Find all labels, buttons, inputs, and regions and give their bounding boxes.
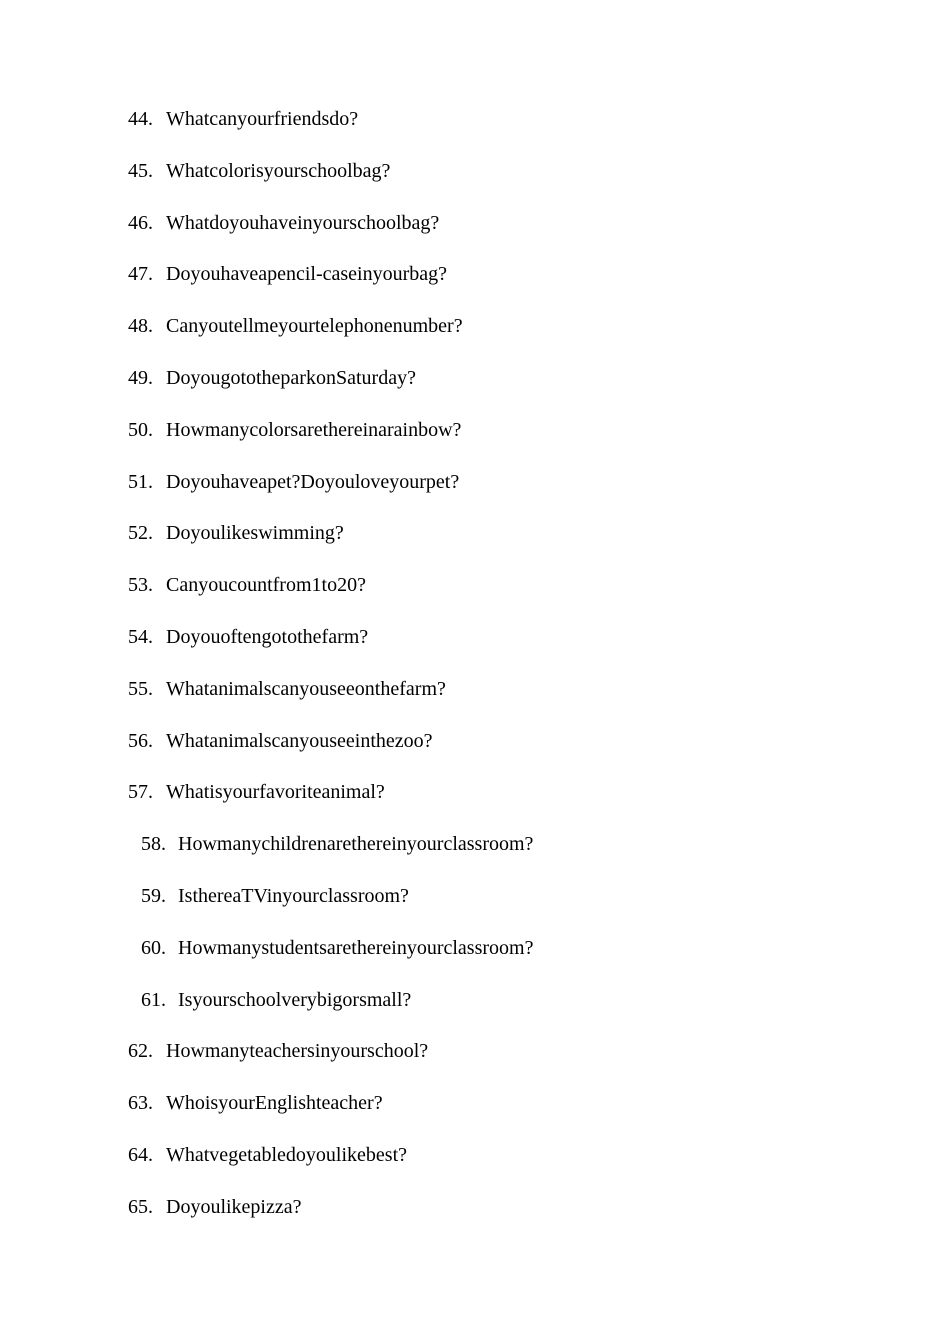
- question-number: 56.: [128, 729, 153, 752]
- question-text: Whatanimalscanyouseeonthefarm?: [166, 677, 446, 700]
- question-text: Isyourschoolverybigorsmall?: [178, 988, 412, 1011]
- question-number: 61.: [141, 988, 166, 1011]
- question-text: Whatvegetabledoyoulikebest?: [166, 1143, 408, 1166]
- question-number: 52.: [128, 522, 153, 545]
- question-text: Howmanyteachersinyourschool?: [166, 1040, 429, 1063]
- question-text: Doyoulikeswimming?: [166, 522, 344, 545]
- question-number: 47.: [128, 263, 153, 286]
- question-text: WhoisyourEnglishteacher?: [166, 1092, 383, 1115]
- question-number: 58.: [141, 833, 166, 856]
- question-text: Doyouoftengotothefarm?: [166, 625, 369, 648]
- question-number: 51.: [128, 470, 153, 493]
- question-number: 55.: [128, 677, 153, 700]
- question-text: IsthereaTVinyourclassroom?: [178, 884, 409, 907]
- question-number: 63.: [128, 1092, 153, 1115]
- question-text: Whatanimalscanyouseeinthezoo?: [166, 729, 433, 752]
- question-text: Whatdoyouhaveinyourschoolbag?: [166, 211, 440, 234]
- question-number: 46.: [128, 211, 153, 234]
- question-number: 64.: [128, 1143, 153, 1166]
- question-number: 60.: [141, 936, 166, 959]
- question-text: Canyoucountfrom1to20?: [166, 574, 366, 597]
- question-number: 65.: [128, 1195, 153, 1218]
- question-number: 49.: [128, 366, 153, 389]
- question-number: 62.: [128, 1040, 153, 1063]
- question-text: Howmanychildrenarethereinyourclassroom?: [178, 833, 534, 856]
- question-text: DoyougototheparkonSaturday?: [166, 366, 416, 389]
- question-text: Doyoulikepizza?: [166, 1195, 302, 1218]
- question-number: 44.: [128, 108, 153, 130]
- question-text: Whatcanyourfriendsdo?: [166, 108, 359, 130]
- question-text: Doyouhaveapencil-caseinyourbag?: [166, 263, 447, 286]
- question-number: 59.: [141, 884, 166, 907]
- question-number: 53.: [128, 574, 153, 597]
- question-text: Howmanycolorsarethereinarainbow?: [166, 418, 462, 441]
- question-number: 45.: [128, 159, 153, 182]
- question-text: Canyoutellmeyourtelephonenumber?: [166, 315, 463, 338]
- question-number: 57.: [128, 781, 153, 804]
- question-text: Whatcolorisyourschoolbag?: [166, 159, 391, 182]
- question-number: 48.: [128, 315, 153, 338]
- question-text: Doyouhaveapet?Doyouloveyourpet?: [166, 470, 460, 493]
- question-number: 50.: [128, 418, 153, 441]
- question-number: 54.: [128, 625, 153, 648]
- question-text: Howmanystudentsarethereinyourclassroom?: [178, 936, 534, 959]
- question-text: Whatisyourfavoriteanimal?: [166, 781, 385, 804]
